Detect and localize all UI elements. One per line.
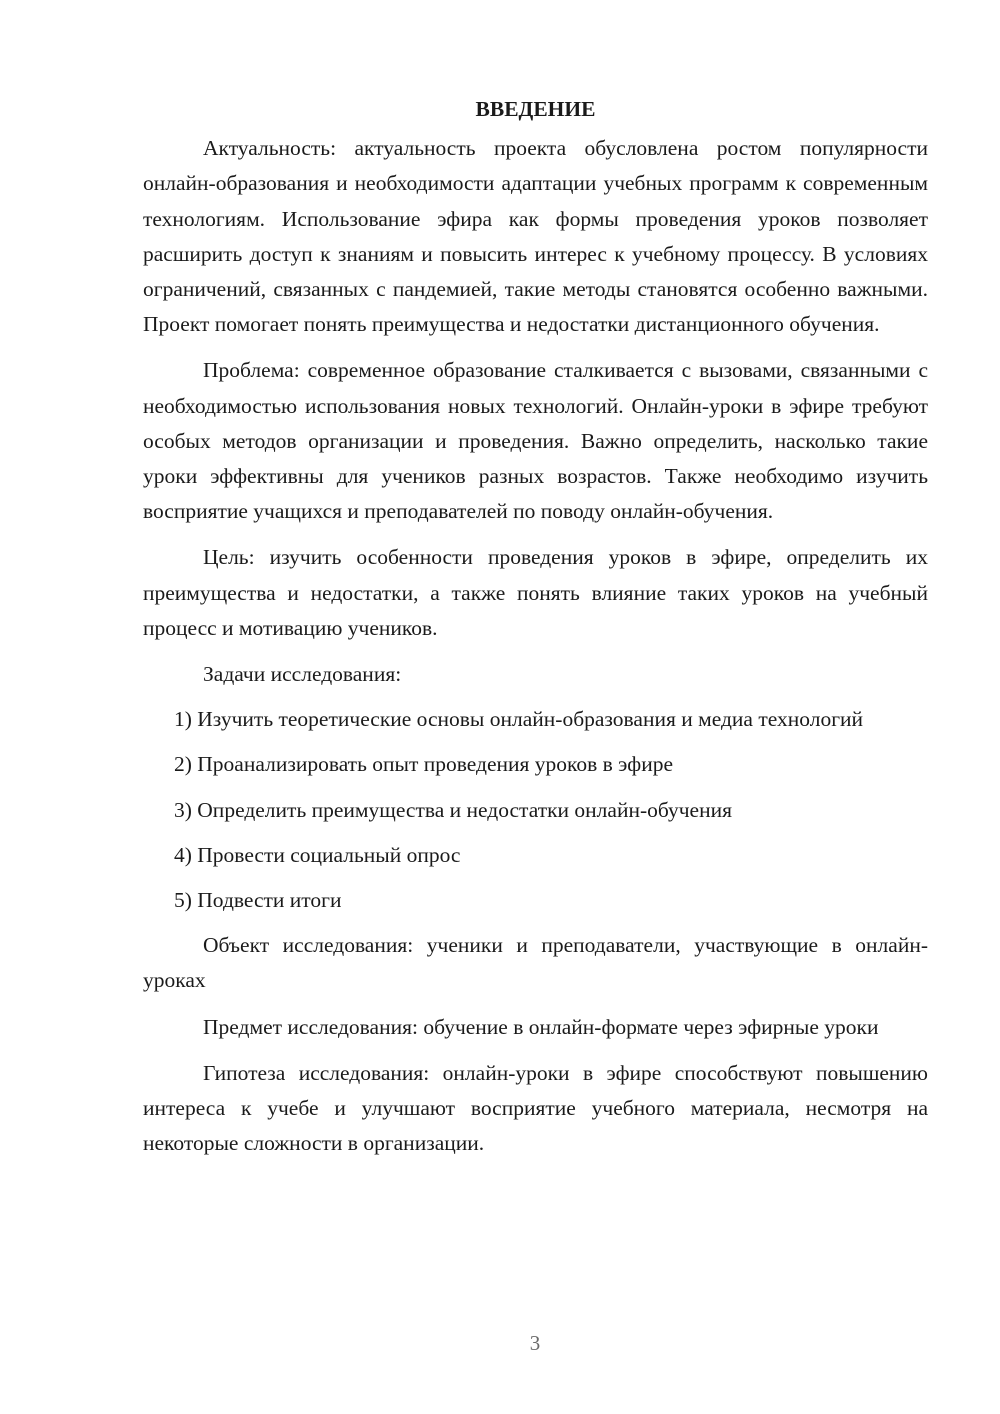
relevance-paragraph: Актуальность: актуальность проекта обусловлена ростом популярности онлайн-образования и необходимости адаптации учебных программ к современным технологиям. Использование эфира как формы проведения уроков позволяет расширить доступ к знаниям и повысить интерес к учебному процессу. В условиях ограничений, связанных с пандемией, такие методы становятся особенно важными. Проект помогает понять преимущества и недостатки дистанционного обучения. bbox=[143, 136, 928, 337]
list-item: 5) Подвести итоги bbox=[174, 888, 342, 913]
list-item: 2) Проанализировать опыт проведения уроков в эфире bbox=[174, 752, 674, 777]
list-item: 1) Изучить теоретические основы онлайн-образования и медиа технологий bbox=[174, 707, 864, 732]
hypothesis-paragraph: Гипотеза исследования: онлайн-уроки в эфире способствуют повышению интереса к учебе и улучшают восприятие учебного материала, несмотря на некоторые сложности в организации. bbox=[143, 1060, 928, 1156]
tasks-list bbox=[143, 702, 928, 918]
goal-paragraph: Цель: изучить особенности проведения уроков в эфире, определить их преимущества и недостатки, а также понять влияние таких уроков на учебный процесс и мотивацию учеников. bbox=[143, 545, 928, 640]
subject-paragraph: Предмет исследования: обучение в онлайн-формате через эфирные уроки bbox=[203, 1014, 879, 1039]
problem-paragraph: Проблема: современное образование сталкивается с вызовами, связанными с необходимостью использования новых технологий. Онлайн-уроки в эфире требуют особых методов организации и проведения. Важно определить, насколько такие уроки эффективны для учеников разных возрастов. Также необходимо изучить восприятие учащихся и преподавателей по поводу онлайн-обучения. bbox=[143, 358, 928, 524]
list-item: 4) Провести социальный опрос bbox=[174, 842, 461, 867]
page-number: 3 bbox=[529, 1331, 541, 1355]
tasks-heading: Задачи исследования: bbox=[203, 662, 402, 687]
page-title: ВВЕДЕНИЕ bbox=[475, 97, 596, 121]
document-page bbox=[143, 92, 928, 1172]
list-item: 3) Определить преимущества и недостатки онлайн-обучения bbox=[174, 797, 732, 822]
object-paragraph: Объект исследования: ученики и преподаватели, участвующие в онлайн-уроках bbox=[143, 933, 928, 993]
